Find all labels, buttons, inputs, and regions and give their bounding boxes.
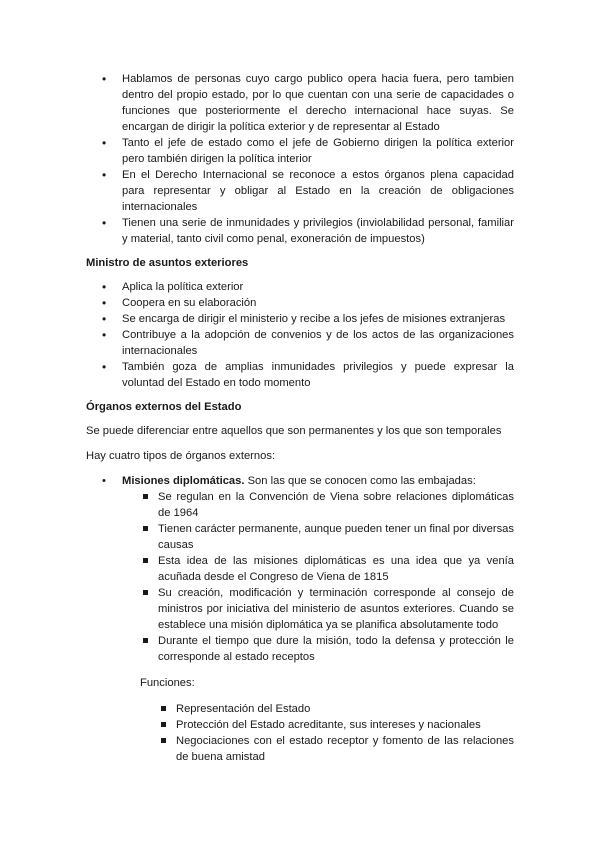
bullet-icon: •: [102, 136, 107, 150]
list-item: [86, 311, 514, 327]
list-item: [86, 215, 514, 247]
sub-list-item-text: Se regulan en la Convención de Viena sobre relaciones diplomáticas de 1964: [158, 491, 514, 519]
sub-list-item: [122, 585, 514, 633]
funcion-item: [140, 701, 514, 717]
list-item-text: Aplica la política exterior: [122, 281, 244, 293]
bullet-icon: •: [102, 280, 107, 294]
bullet-icon: •: [102, 360, 107, 374]
bullet-icon: •: [102, 475, 106, 487]
funcion-item-text: Representación del Estado: [176, 703, 311, 715]
organos-list: [86, 473, 514, 765]
section-heading-ministro: Ministro de asuntos exteriores: [86, 257, 249, 269]
funciones-list: [140, 701, 514, 765]
bullet-icon: •: [102, 296, 107, 310]
square-bullet-icon: [143, 526, 148, 531]
list-item-text: Tienen una serie de inmunidades y privilegios (inviolabilidad personal, familiar y material, tanto civil como penal, exoneración de impuestos): [122, 217, 514, 245]
list-item: [86, 279, 514, 295]
funciones-label: Funciones:: [140, 677, 195, 689]
funcion-item-text: Negociaciones con el estado receptor y fomento de las relaciones de buena amistad: [176, 735, 514, 763]
list-item-text: Coopera en su elaboración: [122, 297, 257, 309]
sub-list-item: [122, 521, 514, 553]
list-item-text: Contribuye a la adopción de convenios y de los actos de las organizaciones internacionales: [122, 329, 514, 357]
square-bullet-icon: [143, 558, 148, 563]
list-item: [86, 71, 514, 135]
list-item-text: Hablamos de personas cuyo cargo publico opera hacia fuera, pero tambien dentro del propio estado, por lo que cuentan con una serie de capacidades o funciones que posteriormente el derecho internacional hace suyas. Se encargan de dirigir la política exterior y de representar al Estado: [122, 73, 514, 133]
list-item-text: Tanto el jefe de estado como el jefe de Gobierno dirigen la política exterior pero también dirigen la política interior: [122, 137, 514, 165]
list-item-misiones: [86, 473, 514, 765]
list-item: [86, 167, 514, 215]
misiones-intro: Son las que se conocen como las embajadas:: [244, 475, 476, 487]
sub-list-item-text: Esta idea de las misiones diplomáticas es una idea que ya venía acuñada desde el Congreso de Viena de 1815: [158, 555, 514, 583]
list-item: [86, 135, 514, 167]
list-item-text: En el Derecho Internacional se reconoce a estos órganos plena capacidad para representar y obligar al Estado en la creación de obligaciones internacionales: [122, 169, 514, 213]
funcion-item-text: Protección del Estado acreditante, sus intereses y nacionales: [176, 719, 481, 731]
document-body: [86, 71, 514, 765]
sub-list-item-text: Tienen carácter permanente, aunque pueden tener un final por diversas causas: [158, 523, 514, 551]
square-bullet-icon: [161, 738, 166, 743]
paragraph: Hay cuatro tipos de órganos externos:: [86, 450, 276, 462]
list-item-text: Se encarga de dirigir el ministerio y recibe a los jefes de misiones extranjeras: [122, 313, 506, 325]
intro-bullet-list: [86, 71, 514, 247]
section-heading-organos: Órganos externos del Estado: [86, 401, 242, 413]
misiones-sublist: [122, 489, 514, 665]
square-bullet-icon: [143, 590, 148, 595]
sub-list-item: [122, 553, 514, 585]
misiones-title: Misiones diplomáticas.: [122, 475, 245, 487]
bullet-icon: •: [102, 72, 107, 86]
ministro-bullet-list: [86, 279, 514, 391]
sub-list-item-text: Durante el tiempo que dure la misión, todo la defensa y protección le corresponde al estado receptos: [158, 635, 514, 663]
square-bullet-icon: [161, 722, 166, 727]
list-item: [86, 327, 514, 359]
list-item: [86, 359, 514, 391]
funcion-item: [140, 733, 514, 765]
bullet-icon: •: [102, 168, 107, 182]
bullet-icon: •: [102, 216, 107, 230]
sub-list-item: [122, 489, 514, 521]
square-bullet-icon: [143, 638, 148, 643]
sub-list-item: [122, 633, 514, 665]
list-item-text: También goza de amplias inmunidades privilegios y puede expresar la voluntad del Estado en todo momento: [122, 361, 514, 389]
square-bullet-icon: [143, 494, 148, 499]
bullet-icon: •: [102, 312, 107, 326]
square-bullet-icon: [161, 706, 166, 711]
sub-list-item-text: Su creación, modificación y terminación corresponde al consejo de ministros por iniciativa del ministerio de asuntos exteriores. Cuando se establece una misión diplomática ya se planifica absolutamente todo: [158, 587, 514, 631]
bullet-icon: •: [102, 328, 107, 342]
list-item: [86, 295, 514, 311]
funcion-item: [140, 717, 514, 733]
paragraph: Se puede diferenciar entre aquellos que son permanentes y los que son temporales: [86, 425, 502, 437]
